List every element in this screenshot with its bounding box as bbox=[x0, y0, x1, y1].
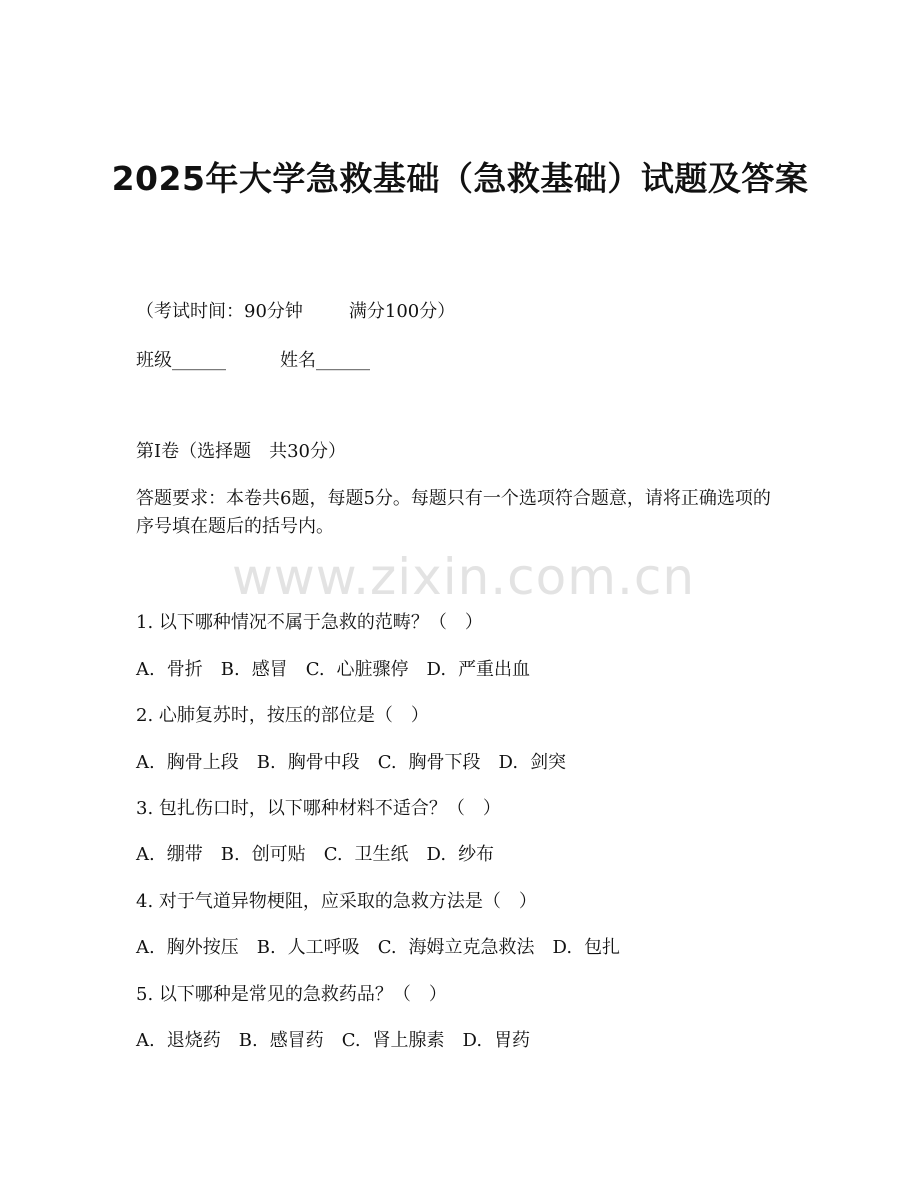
question-2-options bbox=[136, 749, 566, 777]
option-d: D. 包扎 bbox=[552, 937, 621, 958]
option-d: D. 严重出血 bbox=[426, 659, 531, 680]
option-c: C. 海姆立克急救法 bbox=[377, 937, 535, 958]
question-3-options bbox=[136, 841, 494, 869]
question-number: 2. bbox=[136, 705, 154, 726]
option-b: B. 创可贴 bbox=[220, 844, 306, 865]
option-c: C. 心脏骤停 bbox=[305, 659, 409, 680]
option-b: B. 感冒药 bbox=[238, 1030, 324, 1051]
option-d: D. 剑突 bbox=[498, 752, 567, 773]
option-a: A. 胸外按压 bbox=[136, 937, 239, 958]
question-3 bbox=[136, 795, 501, 823]
question-5-options bbox=[136, 1027, 530, 1055]
question-5 bbox=[136, 981, 447, 1009]
option-c: C. 卫生纸 bbox=[323, 844, 409, 865]
question-4-options bbox=[136, 934, 620, 962]
instructions: 答题要求：本卷共6题，每题5分。每题只有一个选项符合题意，请将正确选项的序号填在题后的括号内。 bbox=[136, 488, 771, 537]
question-number: 1. bbox=[136, 612, 154, 633]
option-b: B. 胸骨中段 bbox=[256, 752, 360, 773]
question-text: 心肺复苏时，按压的部位是（ ） bbox=[158, 705, 429, 726]
question-4 bbox=[136, 888, 537, 916]
full-score: 满分100分） bbox=[348, 301, 456, 322]
option-a: A. 胸骨上段 bbox=[136, 752, 239, 773]
question-text: 以下哪种是常见的急救药品？（ ） bbox=[158, 984, 447, 1005]
option-a: A. 骨折 bbox=[136, 659, 203, 680]
option-b: B. 人工呼吸 bbox=[256, 937, 360, 958]
question-text: 包扎伤口时，以下哪种材料不适合？（ ） bbox=[158, 798, 501, 819]
exam-time: （考试时间：90分钟 bbox=[136, 301, 303, 322]
option-c: C. 胸骨下段 bbox=[377, 752, 481, 773]
option-b: B. 感冒 bbox=[220, 659, 288, 680]
option-d: D. 纱布 bbox=[426, 844, 495, 865]
option-a: A. 退烧药 bbox=[136, 1030, 221, 1051]
class-field: 班级______ bbox=[136, 350, 226, 371]
exam-info-line bbox=[136, 298, 455, 326]
option-a: A. 绷带 bbox=[136, 844, 203, 865]
name-field: 姓名______ bbox=[280, 350, 370, 371]
section-heading: 第I卷（选择题 共30分） bbox=[136, 441, 347, 462]
student-info-line bbox=[136, 347, 370, 375]
document-title: 2025年大学急救基础（急救基础）试题及答案 bbox=[111, 159, 809, 198]
question-number: 3. bbox=[136, 798, 154, 819]
question-number: 4. bbox=[136, 891, 154, 912]
option-c: C. 肾上腺素 bbox=[341, 1030, 445, 1051]
question-text: 以下哪种情况不属于急救的范畴？（ ） bbox=[158, 612, 483, 633]
question-number: 5. bbox=[136, 984, 154, 1005]
question-1-options bbox=[136, 656, 530, 684]
watermark: www.zixin.com.cn bbox=[232, 548, 696, 606]
option-d: D. 胃药 bbox=[462, 1030, 531, 1051]
question-2 bbox=[136, 702, 429, 730]
question-1 bbox=[136, 609, 483, 637]
question-text: 对于气道异物梗阻，应采取的急救方法是（ ） bbox=[158, 891, 537, 912]
